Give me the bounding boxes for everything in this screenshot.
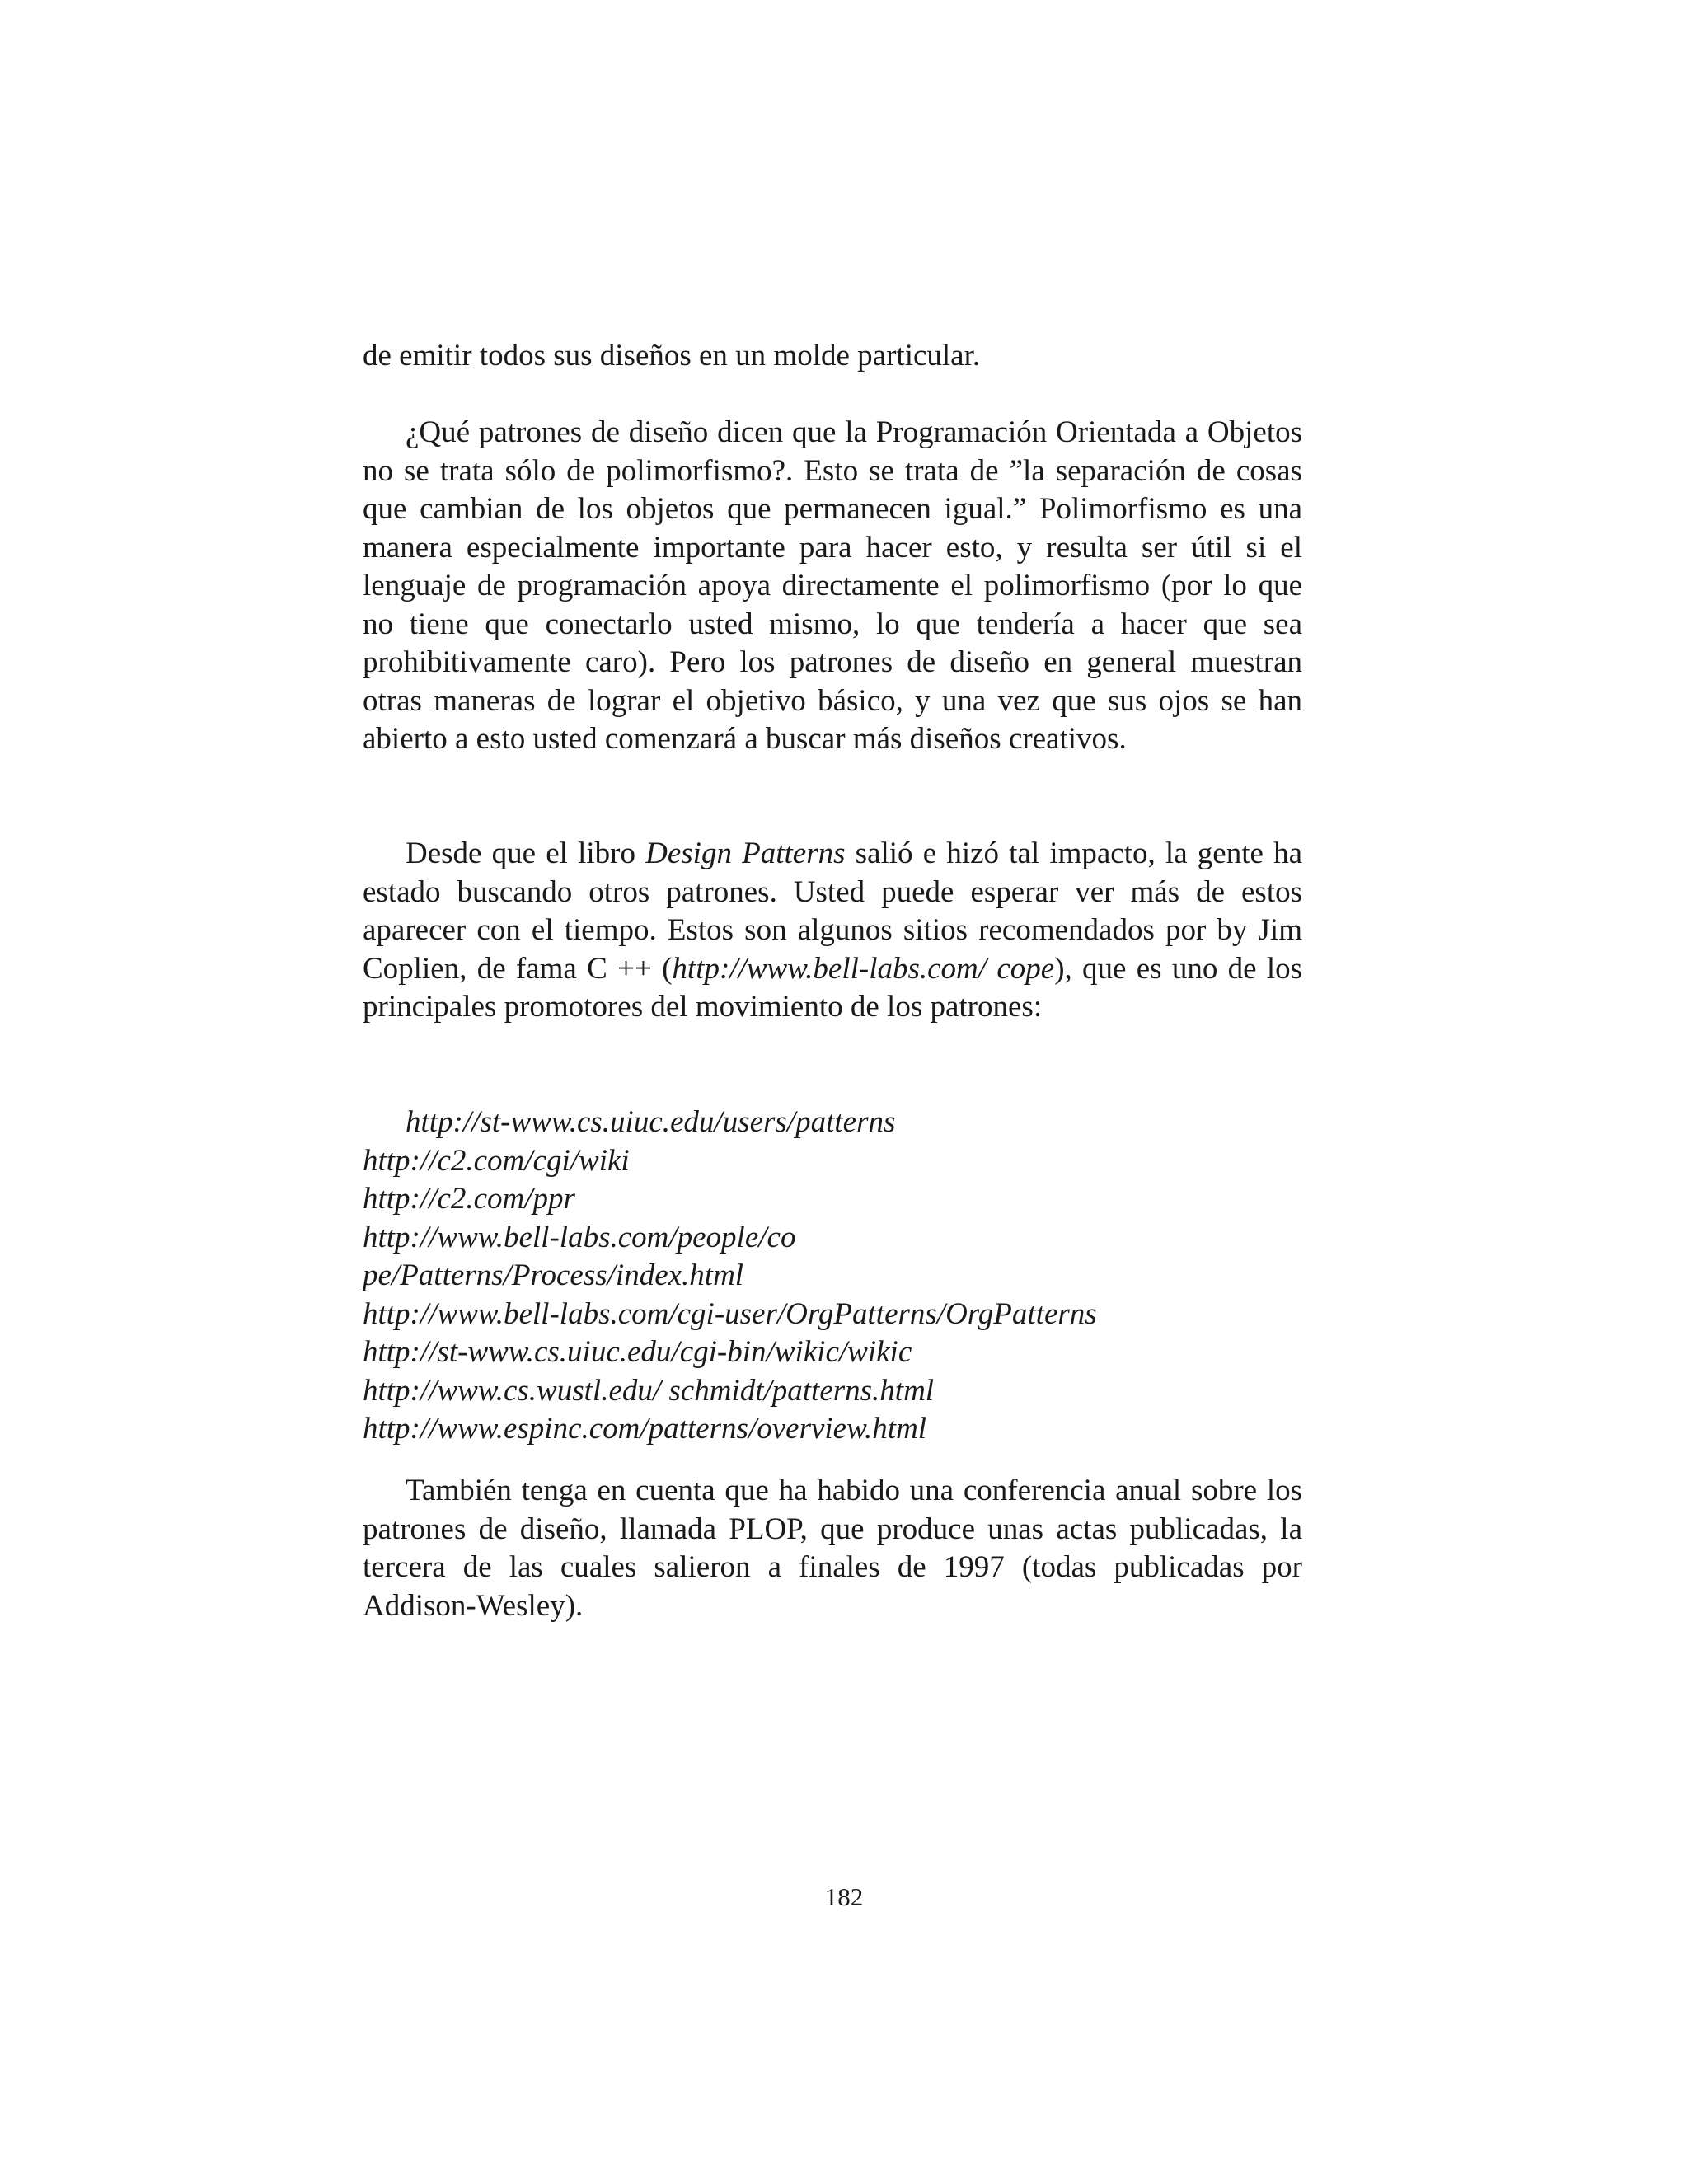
link-item[interactable]: http://www.bell-labs.com/people/co — [363, 1220, 796, 1254]
link-item[interactable]: http://www.cs.wustl.edu/ schmidt/patterns.html — [363, 1373, 935, 1408]
coplien-url[interactable]: http://www.bell-labs.com/ cope — [672, 951, 1055, 986]
link-item[interactable]: http://c2.com/cgi/wiki — [363, 1143, 630, 1178]
page-number: 182 — [824, 1882, 864, 1911]
link-item[interactable]: http://c2.com/ppr — [363, 1182, 575, 1216]
paragraph-design-patterns — [363, 835, 1302, 1027]
link-item[interactable]: http://www.bell-labs.com/cgi-user/OrgPatterns/OrgPatterns — [363, 1296, 1097, 1331]
paragraph-polymorphism: ¿Qué patrones de diseño dicen que la Programación Orientada a Objetos no se trata sólo de polimorfismo?. Esto se trata de ”la separación de cosas que cambian de los objetos que permanecen igual.” Polimorfismo es una manera especialmente importante para hacer esto, y resulta ser útil si el lenguaje de programación apoya directamente el polimorfismo (por lo que no tiene que conectarlo usted mismo, lo que tendería a hacer que sea prohibitivamente caro). Pero los patrones de diseño en general muestran otras maneras de lograr el objetivo básico, y una vez que sus ojos se han abierto a esto usted comenzará a buscar más diseños creativos. — [363, 415, 1302, 756]
paragraph-continuation: de emitir todos sus diseños en un molde particular. — [363, 339, 981, 373]
link-item[interactable]: http://st-www.cs.uiuc.edu/users/patterns — [406, 1105, 896, 1139]
pattern-links-list — [363, 1104, 1434, 1449]
paragraph-plop-conference: También tenga en cuenta que ha habido una conferencia anual sobre los patrones de diseño, llamada PLOP, que produce unas actas publicadas, la tercera de las cuales salieron a finales de 1997 (todas publicadas por Addison-Wesley). — [363, 1474, 1302, 1623]
link-item[interactable]: pe/Patterns/Process/index.html — [363, 1258, 744, 1292]
book-title: Design Patterns — [645, 837, 846, 870]
paragraph-text-segment: salió e hizó tal impacto, la gente ha estado buscando otros patrones. Usted puede esperar ver más de estos aparecer con el tiempo. Estos son algunos sitios recomendados por by Jim Coplien, de fama C ++ ( — [363, 837, 1303, 986]
link-item[interactable]: http://st-www.cs.uiuc.edu/cgi-bin/wikic/wikic — [363, 1335, 912, 1369]
paragraph-text-segment: ), que es uno de los principales promotores del movimiento de los patrones: — [363, 951, 1303, 1024]
link-item[interactable]: http://www.espinc.com/patterns/overview.html — [363, 1412, 927, 1446]
paragraph-text-segment: Desde que el libro — [406, 837, 646, 870]
